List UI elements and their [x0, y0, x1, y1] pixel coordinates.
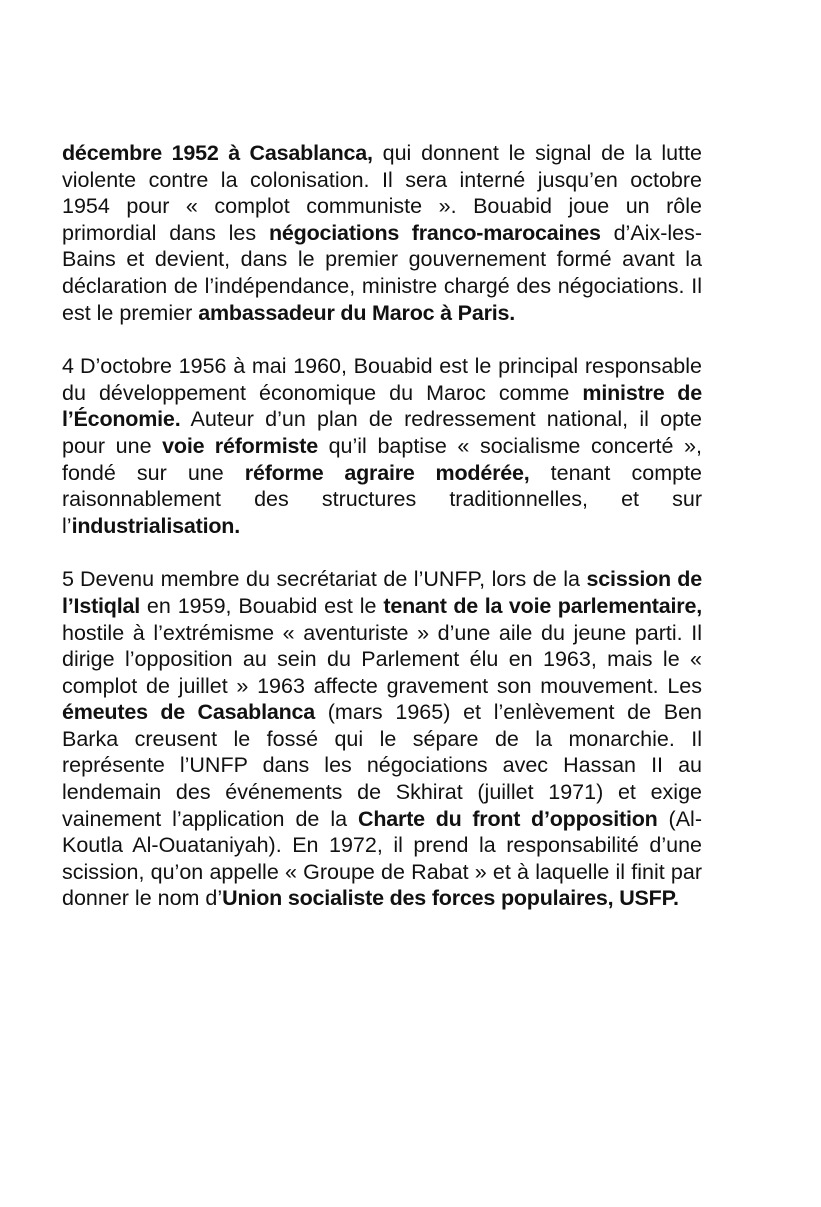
bold-phrase: émeutes de Casablanca: [62, 700, 316, 725]
paragraph-4: [62, 353, 702, 539]
bold-phrase: industrialisation.: [71, 513, 240, 538]
text-run: hostile à l’extrémisme « aventuriste » d’une aile du jeune parti. Il dirige l’opposition au sein du Parlement élu en 1963, mais le « complot de juillet » 1963 affecte gravement son mouvement. Les: [62, 620, 702, 698]
document-page: [62, 140, 702, 939]
bold-phrase: décembre 1952 à Casablanca,: [62, 141, 373, 165]
paragraph-continuation: [62, 140, 702, 326]
text-run: (mars 1965) et l’enlèvement de Ben Barka creusent le fossé qui le sépare de la monarchie. Il représente l’UNFP dans les négociations avec Hassan II au lendemain des événements de Skhirat (juillet 1971) et exige vainement l’application de la: [62, 700, 702, 831]
text-run: d’Aix-les-Bains et devient, dans le premier gouvernement formé avant la déclaration de l’indépendance, ministre chargé des négociations. Il est le premier: [62, 220, 703, 325]
text-run: tenant compte raisonnablement des structures traditionnelles, et sur l’: [62, 460, 702, 538]
bold-phrase: Charte du front d’opposition: [358, 806, 658, 831]
paragraph-5: [62, 566, 702, 912]
text-run: en 1959, Bouabid est le: [140, 593, 384, 618]
text-run: qu’il baptise « socialisme concerté », fondé sur une: [62, 433, 702, 485]
text-run: qui donnent le signal de la lutte violente contre la colonisation. Il sera interné jusqu’en octobre 1954 pour « complot communiste ». Bouabid joue un rôle primordial dans les: [62, 141, 703, 245]
text-run: Devenu membre du secrétariat de l’UNFP, lors de la: [79, 567, 587, 592]
bold-phrase: Union socialiste des forces populaires, USFP.: [222, 886, 679, 911]
bold-phrase: tenant de la voie parlementaire,: [383, 593, 702, 618]
bold-phrase: ministre de l’Économie.: [62, 380, 702, 432]
bold-phrase: ambassadeur du Maroc à Paris.: [198, 300, 516, 325]
bold-phrase: négociations franco-marocaines: [268, 220, 601, 245]
bold-phrase: scission de l’Istiqlal: [62, 567, 702, 618]
text-run: Auteur d’un plan de redressement national, il opte pour une: [62, 407, 702, 458]
note-number: 4: [62, 354, 74, 379]
text-run: D’octobre 1956 à mai 1960, Bouabid est le principal responsable du développement économique du Maroc comme: [62, 354, 702, 405]
text-run: (Al-Koutla Al-Ouataniyah). En 1972, il prend la responsabilité d’une scission, qu’on appelle « Groupe de Rabat » et à laquelle il finit par donner le nom d’: [62, 806, 702, 911]
bold-phrase: voie réformiste: [162, 433, 318, 458]
bold-phrase: réforme agraire modérée,: [244, 460, 530, 485]
note-number: 5: [62, 567, 74, 592]
